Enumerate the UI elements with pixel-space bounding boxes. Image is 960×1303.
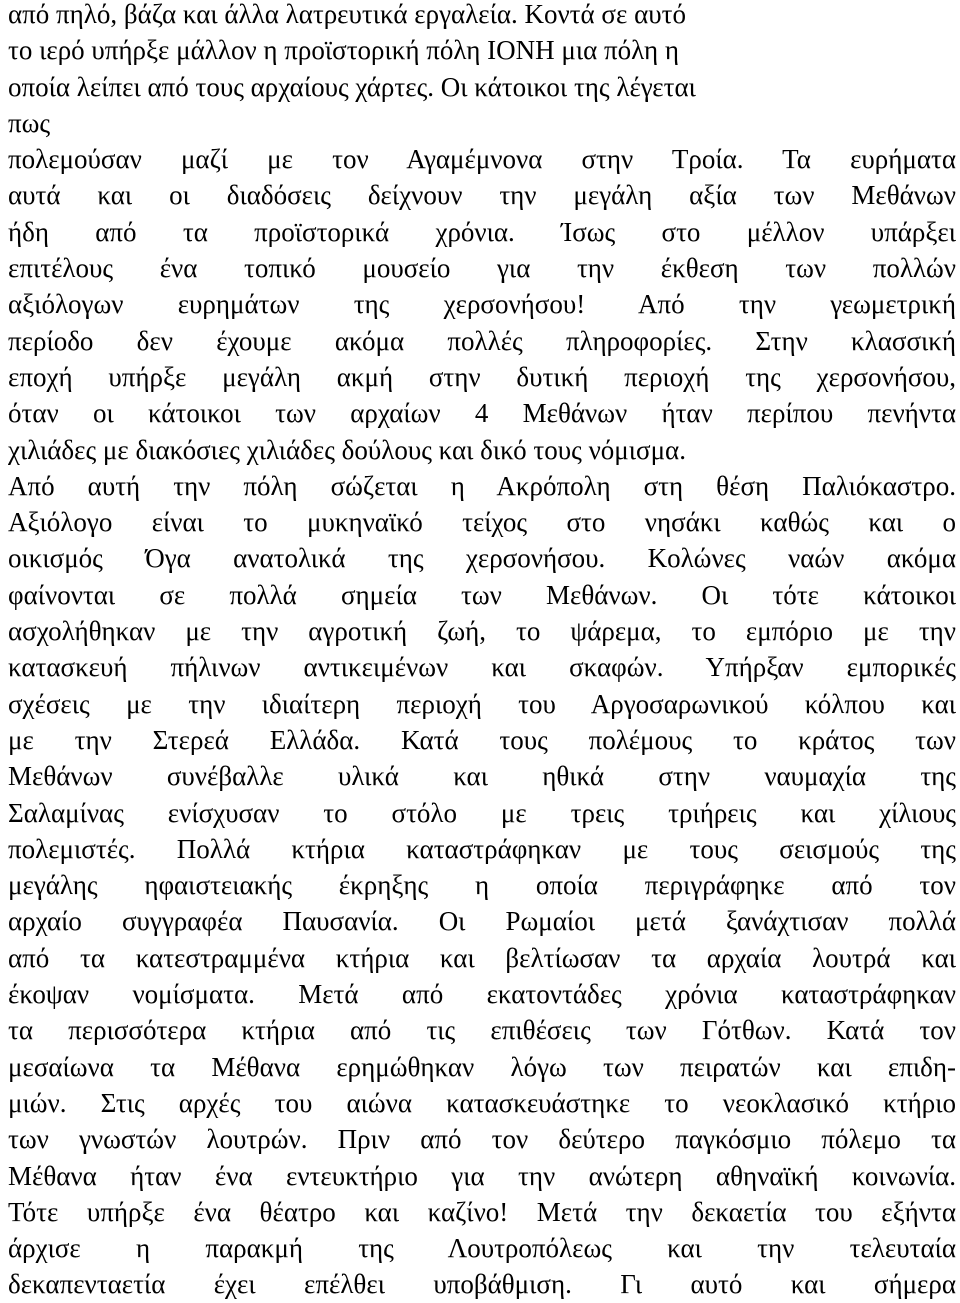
text-line: Από αυτή την πόλη σώζεται η Ακρόπολη στη θέση Παλιόκαστρο. [8,470,956,501]
text-line: τα περισσότερα κτήρια από τις επιθέσεις των Γότθων. Κατά τον [8,1015,956,1046]
text-line: μιών. Στις αρχές του αιώνα κατασκευάστηκε το νεοκλασικό κτήριο [8,1087,956,1118]
text-line: εποχή υπήρξε μεγάλη ακμή στην δυτική περιοχή της χερσονήσου, [8,361,956,392]
text-line: δεκαπενταετία έχει επέλθει υποβάθμιση. Γι αυτό και σήμερα [8,1269,956,1300]
text-line: ασχολήθηκαν με την αγροτική ζωή, το ψάρεμα, το εμπόριο με την [8,616,956,647]
text-line: έκοψαν νομίσματα. Μετά από εκατοντάδες χρόνια καταστράφηκαν [8,979,956,1010]
text-line: φαίνονται σε πολλά σημεία των Μεθάνων. Οι τότε κάτοικοι [8,579,956,610]
text-line: αρχαίο συγγραφέα Παυσανία. Οι Ρωμαίοι μετά ξανάχτισαν πολλά [8,906,956,937]
text-line: αξιόλογων ευρημάτων της χερσονήσου! Από την γεωμετρική [8,289,956,320]
text-line: άρχισε η παρακμή της Λουτροπόλεως και την τελευταία [8,1233,956,1264]
text-line: από τα κατεστραμμένα κτήρια και βελτίωσαν τα αρχαία λουτρά και [8,942,956,973]
text-line: αυτά και οι διαδόσεις δείχνουν την μεγάλη αξία των Μεθάνων [8,180,956,211]
text-line: οικισμός Όγα ανατολικά της χερσονήσου. Κολώνες ναών ακόμα [8,543,956,574]
text-line: πως [8,107,51,138]
text-line: μεσαίωνα τα Μέθανα ερημώθηκαν λόγω των πειρατών και επιδη- [8,1051,956,1082]
text-line: Μεθάνων συνέβαλλε υλικά και ηθικά στην ναυμαχία της [8,761,956,792]
text-line: σχέσεις με την ιδιαίτερη περιοχή του Αργοσαρωνικού κόλπου και [8,688,956,719]
text-line: μεγάλης ηφαιστειακής έκρηξης η οποία περιγράφηκε από τον [8,870,956,901]
text-line: Αξιόλογο είναι το μυκηναϊκό τείχος στο νησάκι καθώς και ο [8,507,956,538]
text-line: όταν οι κάτοικοι των αρχαίων 4 Μεθάνων ήταν περίπου πενήντα [8,398,956,429]
text-line: κατασκευή πήλινων αντικειμένων και σκαφών. Υπήρξαν εμπορικές [8,652,956,683]
text-line: από πηλό, βάζα και άλλα λατρευτικά εργαλεία. Κοντά σε αυτό [8,0,686,29]
text-line: οποία λείπει από τους αρχαίους χάρτες. Οι κάτοικοι της λέγεται [8,71,696,102]
text-line: χιλιάδες με διακόσιες χιλιάδες δούλους και δικό τους νόμισμα. [8,434,686,465]
document-body [8,0,956,1303]
text-line: Σαλαμίνας ενίσχυσαν το στόλο με τρεις τριήρεις και χίλιους [8,797,956,828]
text-line: πολεμιστές. Πολλά κτήρια καταστράφηκαν με τους σεισμούς της [8,833,956,864]
text-line: Τότε υπήρξε ένα θέατρο και καζίνο! Μετά την δεκαετία του εξήντα [8,1196,956,1227]
text-line: με την Στερεά Ελλάδα. Κατά τους πολέμους το κράτος των [8,724,956,755]
text-line: ήδη από τα προϊστορικά χρόνια. Ίσως στο μέλλον υπάρξει [8,216,956,247]
text-line: των γνωστών λουτρών. Πριν από τον δεύτερο παγκόσμιο πόλεμο τα [8,1124,956,1155]
text-line: επιτέλους ένα τοπικό μουσείο για την έκθεση των πολλών [8,253,956,284]
text-line: το ιερό υπήρξε μάλλον η προϊστορική πόλη ΙΟΝΗ μια πόλη η [8,35,679,66]
text-line: Μέθανα ήταν ένα εντευκτήριο για την ανώτερη αθηναϊκή κοινωνία. [8,1160,956,1191]
text-line: πολεμούσαν μαζί με τον Αγαμέμνονα στην Τροία. Τα ευρήματα [8,144,956,175]
text-line: περίοδο δεν έχουμε ακόμα πολλές πληροφορίες. Στην κλασσική [8,325,956,356]
